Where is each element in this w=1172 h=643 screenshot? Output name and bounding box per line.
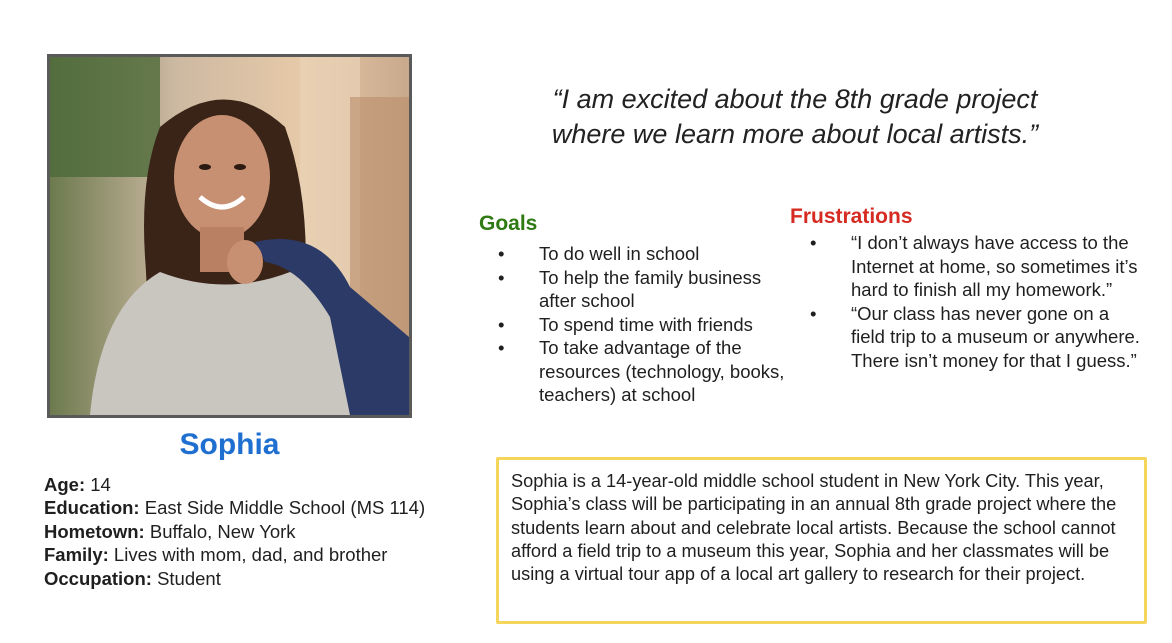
persona-details — [44, 473, 425, 590]
goal-item: • To do well in school — [498, 242, 788, 266]
detail-age: Age: 14 — [44, 474, 111, 495]
persona-photo-illustration — [50, 57, 409, 415]
frustrations-list — [810, 231, 1140, 372]
persona-name: Sophia — [179, 428, 280, 461]
detail-education: Education: East Side Middle School (MS 114) — [44, 497, 426, 519]
goals-heading: Goals — [479, 212, 538, 235]
quote-line-2: where we learn more about local artists.” — [551, 119, 1039, 149]
goal-item: • To help the family business after school — [498, 266, 788, 313]
detail-family: Family: Lives with mom, dad, and brother — [44, 544, 388, 566]
detail-hometown: Hometown: Buffalo, New York — [44, 520, 296, 542]
frustrations-heading: Frustrations — [790, 205, 913, 228]
goals-list — [498, 242, 788, 407]
goal-item: • To take advantage of the resources (technology, books, teachers) at school — [498, 336, 788, 407]
detail-occupation: Occupation: Student — [44, 567, 221, 589]
quote-line-1: “I am excited about the 8th grade project — [552, 84, 1038, 114]
persona-quote — [500, 82, 1090, 152]
goal-item: • To spend time with friends — [498, 313, 788, 337]
persona-photo — [47, 54, 412, 418]
persona-summary: Sophia is a 14-year-old middle school student in New York City. This year, Sophia’s class will be participating in an annual 8th grade project where the students learn about and celebrate local artists. Because the school cannot afford a field trip to a museum this year, Sophia and her classmates will be using a virtual tour app of a local art gallery to research for their project. — [496, 457, 1147, 624]
frustration-item: • “Our class has never gone on a field trip to a museum or anywhere. There isn’t money for that I guess.” — [810, 302, 1140, 373]
frustration-item: • “I don’t always have access to the Internet at home, so sometimes it’s hard to finish all my homework.” — [810, 231, 1140, 302]
